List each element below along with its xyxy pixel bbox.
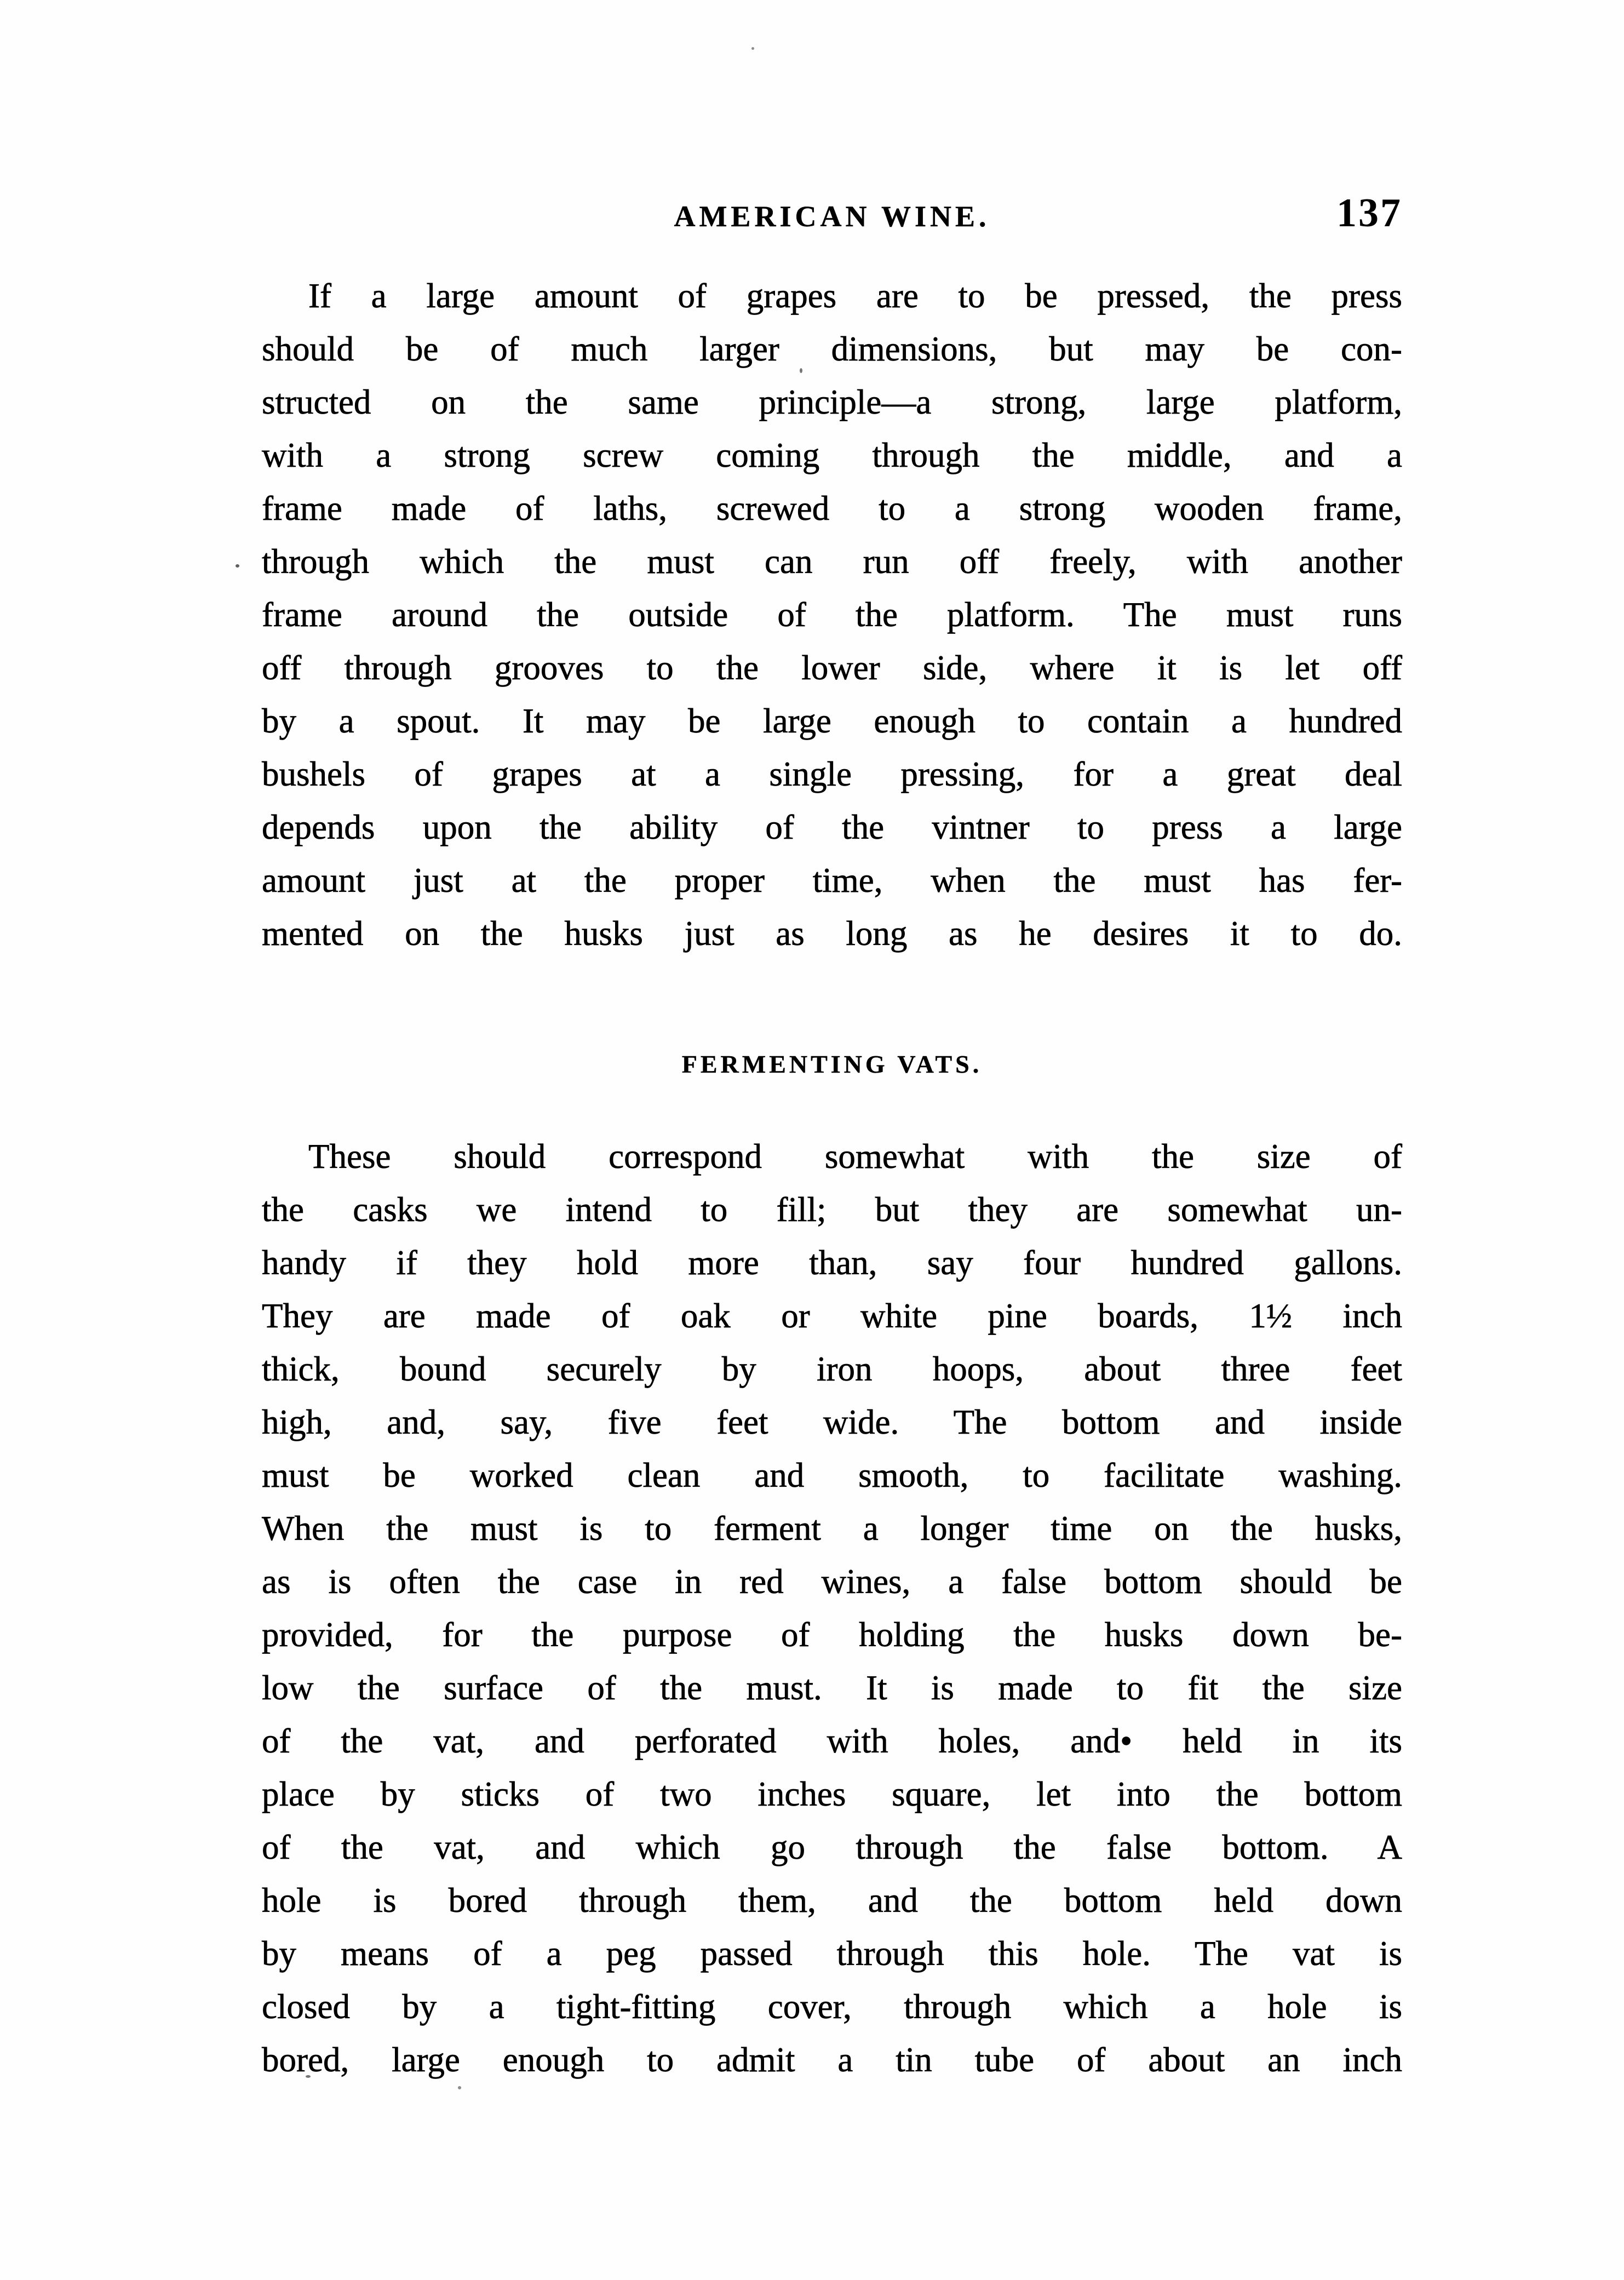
text-line: bored, large enough to admit a tin tube of about an inch [262,2041,1402,2079]
text-line: off through grooves to the lower side, where it is let off [262,649,1402,687]
text-line: depends upon the ability of the vintner to press a large [262,808,1402,846]
text-line: by means of a peg passed through this hole. The vat is [262,1934,1402,1973]
text-line: thick, bound securely by iron hoops, about three feet [262,1350,1402,1388]
running-header [262,192,1402,241]
running-header-title: AMERICAN WINE. [674,200,990,233]
text-line: frame around the outside of the platform. The must runs [262,595,1402,634]
page-body [262,270,1402,2087]
text-line: high, and, say, five feet wide. The bottom and inside [262,1403,1402,1441]
page-number: 137 [1336,191,1402,236]
text-line: must be worked clean and smooth, to facilitate washing. [262,1456,1402,1494]
text-line: the casks we intend to fill; but they are somewhat un- [262,1190,1402,1229]
paragraph-press-construction [262,270,1402,960]
text-line: bushels of grapes at a single pressing, for a great deal [262,755,1402,793]
text-line: of the vat, and which go through the false bottom. A [262,1828,1402,1866]
paragraph-fermenting-vats [262,1130,1402,2087]
text-line: closed by a tight-fitting cover, through which a hole is [262,1987,1402,2026]
text-line: place by sticks of two inches square, let into the bottom [262,1775,1402,1813]
text-line: of the vat, and perforated with holes, and• held in its [262,1722,1402,1760]
scan-speck [751,47,754,50]
text-line: handy if they hold more than, say four hundred gallons. [262,1244,1402,1282]
text-line: amount just at the proper time, when the must has fer- [262,861,1402,900]
text-line: with a strong screw coming through the middle, and a [262,436,1402,474]
text-line: When the must is to ferment a longer time on the husks, [262,1509,1402,1548]
text-line: They are made of oak or white pine boards, 1½ inch [262,1297,1402,1335]
text-line: as is often the case in red wines, a false bottom should be [262,1562,1402,1601]
scan-speck [236,564,239,568]
text-line: hole is bored through them, and the bottom held down [262,1881,1402,1920]
text-line: If a large amount of grapes are to be pressed, the press [308,277,1402,315]
section-heading-fermenting-vats: FERMENTING VATS. [681,1050,983,1078]
text-line: should be of much larger dimensions, but may be con- [262,330,1402,368]
text-line: by a spout. It may be large enough to contain a hundred [262,702,1402,740]
text-line: These should correspond somewhat with the size of [308,1137,1402,1176]
text-line: mented on the husks just as long as he desires it to do. [262,914,1402,953]
text-line: structed on the same principle—a strong, large platform, [262,383,1402,421]
text-line: through which the must can run off freely, with another [262,542,1402,581]
text-line: frame made of laths, screwed to a strong wooden frame, [262,489,1402,528]
text-line: low the surface of the must. It is made to fit the size [262,1669,1402,1707]
text-line: provided, for the purpose of holding the husks down be- [262,1616,1402,1654]
